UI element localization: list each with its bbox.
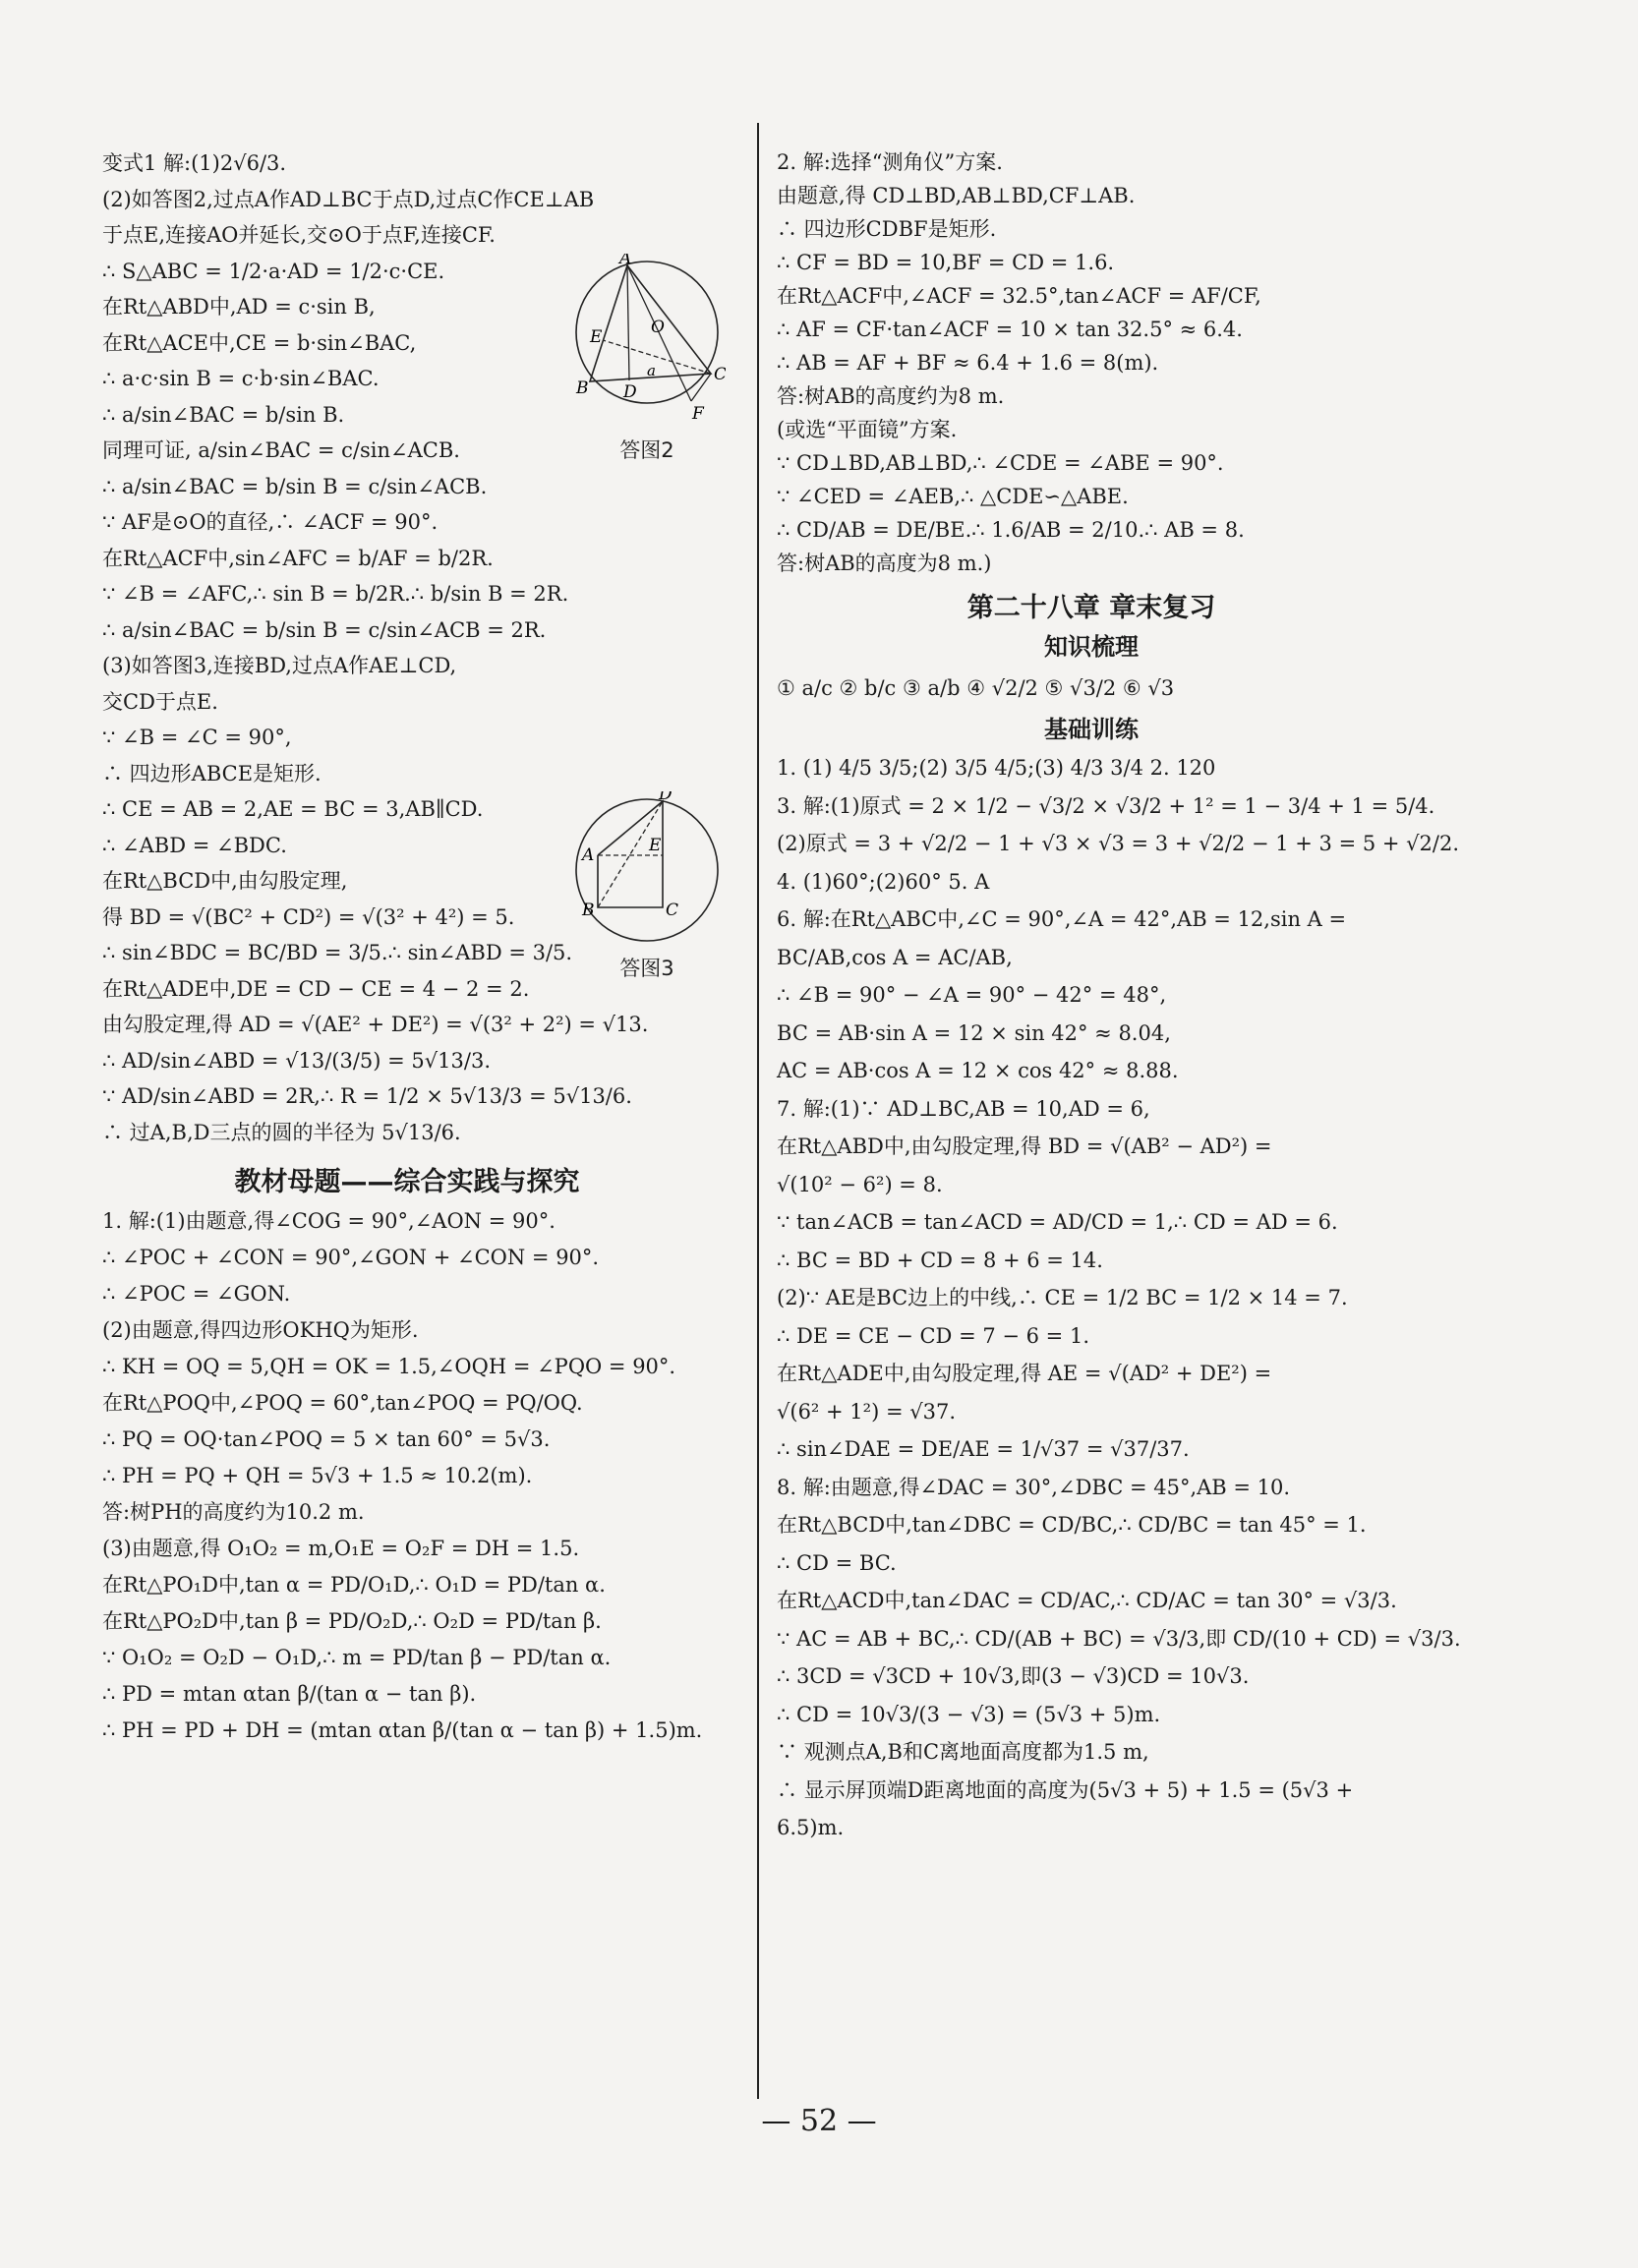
solution-line: AC = AB·cos A = 12 × cos 42° ≈ 8.88. bbox=[777, 1059, 1179, 1082]
svg-text:O: O bbox=[651, 318, 665, 337]
solution-line: ∵ ∠B = ∠AFC,∴ sin B = b/2R.∴ b/sin B = 2R. bbox=[102, 582, 569, 606]
solution-line: ∵ ∠B = ∠C = 90°, bbox=[102, 726, 292, 749]
solution-line: ∴ 3CD = √3CD + 10√3,即(3 − √3)CD = 10√3. bbox=[777, 1664, 1250, 1688]
solution-line: ∴ ∠POC = ∠GON. bbox=[102, 1282, 291, 1306]
solution-line: 答:树PH的高度约为10.2 m. bbox=[102, 1500, 365, 1524]
solution-line: √(10² − 6²) = 8. bbox=[777, 1172, 943, 1196]
solution-line: ∴ CF = BD = 10,BF = CD = 1.6. bbox=[777, 251, 1115, 274]
solution-line: BC/AB,cos A = AC/AB, bbox=[777, 945, 1013, 969]
column-divider bbox=[757, 123, 759, 2099]
solution-line: 在Rt△ABD中,由勾股定理,得 BD = √(AB² − AD²) = bbox=[777, 1134, 1272, 1158]
solution-line: ∵ tan∠ACB = tan∠ACD = AD/CD = 1,∴ CD = AD = 6. bbox=[777, 1210, 1338, 1234]
solution-line: 交CD于点E. bbox=[102, 689, 218, 714]
solution-line: ∴ S△ABC = 1/2·a·AD = 1/2·c·CE. bbox=[102, 259, 445, 283]
solution-line: 2. 解:选择“测角仪”方案. bbox=[777, 150, 1003, 174]
solution-line: ∵ O₁O₂ = O₂D − O₁D,∴ m = PD/tan β − PD/tan α. bbox=[102, 1646, 612, 1669]
solution-line: 在Rt△PO₁D中,tan α = PD/O₁D,∴ O₁D = PD/tan α. bbox=[102, 1573, 606, 1597]
svg-text:E: E bbox=[590, 327, 603, 347]
solution-line: 答:树AB的高度约为8 m. bbox=[777, 384, 1005, 408]
solution-line: 3. 解:(1)原式 = 2 × 1/2 − √3/2 × √3/2 + 1² = 1 − 3/4 + 1 = 5/4. bbox=[777, 793, 1435, 818]
subsection-title: 基础训练 bbox=[1044, 716, 1139, 743]
svg-text:a: a bbox=[647, 362, 656, 379]
svg-text:C: C bbox=[714, 365, 726, 384]
solution-line: ∴ PD = mtan αtan β/(tan α − tan β). bbox=[102, 1682, 477, 1706]
solution-line: 7. 解:(1)∵ AD⊥BC,AB = 10,AD = 6, bbox=[777, 1096, 1150, 1121]
solution-line: ∵ 观测点A,B和C离地面高度都为1.5 m, bbox=[777, 1740, 1149, 1764]
solution-line: ∴ ∠POC + ∠CON = 90°,∠GON + ∠CON = 90°. bbox=[102, 1246, 600, 1269]
solution-line: 在Rt△ACF中,sin∠AFC = b/AF = b/2R. bbox=[102, 546, 494, 570]
svg-text:B: B bbox=[576, 378, 589, 398]
svg-text:E: E bbox=[649, 836, 662, 855]
solution-line: ∵ ∠CED = ∠AEB,∴ △CDE∽△ABE. bbox=[777, 485, 1129, 508]
solution-line: ∴ a/sin∠BAC = b/sin B = c/sin∠ACB. bbox=[102, 474, 488, 498]
solution-line: ∴ ∠ABD = ∠BDC. bbox=[102, 833, 287, 857]
solution-line: ∴ AD/sin∠ABD = √13/(3/5) = 5√13/3. bbox=[102, 1048, 491, 1073]
solution-line: (或选“平面镜”方案. bbox=[777, 418, 958, 441]
solution-line: 在Rt△PO₂D中,tan β = PD/O₂D,∴ O₂D = PD/tan β. bbox=[102, 1609, 602, 1633]
solution-line: 由勾股定理,得 AD = √(AE² + DE²) = √(3² + 2²) = √13. bbox=[102, 1013, 649, 1036]
solution-line: ∴ DE = CE − CD = 7 − 6 = 1. bbox=[777, 1323, 1089, 1348]
svg-text:C: C bbox=[666, 901, 679, 920]
solution-line: 6.5)m. bbox=[777, 1816, 845, 1839]
solution-line: √(6² + 1²) = √37. bbox=[777, 1399, 956, 1424]
solution-line: ∴ PQ = OQ·tan∠POQ = 5 × tan 60° = 5√3. bbox=[102, 1427, 551, 1451]
svg-text:D: D bbox=[659, 791, 673, 804]
solution-line: (2)原式 = 3 + √2/2 − 1 + √3 × √3 = 3 + √2/2 − 1 + 3 = 5 + √2/2. bbox=[777, 832, 1460, 855]
figure-3-caption: 答图3 bbox=[619, 957, 674, 980]
solution-line: ∵ AD/sin∠ABD = 2R,∴ R = 1/2 × 5√13/3 = 5√13/6. bbox=[102, 1084, 632, 1108]
solution-line: 在Rt△ACF中,∠ACF = 32.5°,tan∠ACF = AF/CF, bbox=[777, 284, 1261, 308]
solution-line: 在Rt△ADE中,DE = CD − CE = 4 − 2 = 2. bbox=[102, 976, 530, 1001]
figure-3 bbox=[568, 791, 726, 982]
solution-line: 在Rt△POQ中,∠POQ = 60°,tan∠POQ = PQ/OQ. bbox=[102, 1391, 583, 1415]
svg-text:A: A bbox=[619, 254, 632, 268]
svg-text:D: D bbox=[623, 382, 637, 402]
solution-line: 1. 解:(1)由题意,得∠COG = 90°,∠AON = 90°. bbox=[102, 1209, 556, 1233]
solution-line: 于点E,连接AO并延长,交⊙O于点F,连接CF. bbox=[102, 223, 496, 247]
solution-line: ∴ CD = BC. bbox=[777, 1550, 897, 1575]
right-column bbox=[777, 145, 1461, 1847]
solution-line: (3)如答图3,连接BD,过点A作AE⊥CD, bbox=[102, 654, 457, 677]
solution-line: 在Rt△ACD中,tan∠DAC = CD/AC,∴ CD/AC = tan 30° = √3/3. bbox=[777, 1589, 1397, 1612]
solution-line: ∴ KH = OQ = 5,QH = OK = 1.5,∠OQH = ∠PQO = 90°. bbox=[102, 1355, 676, 1378]
solution-line: 在Rt△ACE中,CE = b·sin∠BAC, bbox=[102, 330, 417, 355]
solution-line: 8. 解:由题意,得∠DAC = 30°,∠DBC = 45°,AB = 10. bbox=[777, 1475, 1291, 1499]
solution-line: 4. (1)60°;(2)60° 5. A bbox=[777, 869, 990, 894]
solution-line: ∴ a/sin∠BAC = b/sin B. bbox=[102, 402, 345, 427]
circle-diagram-2 bbox=[568, 254, 726, 431]
solution-line: ∴ PH = PQ + QH = 5√3 + 1.5 ≈ 10.2(m). bbox=[102, 1464, 533, 1487]
solution-line: 同理可证, a/sin∠BAC = c/sin∠ACB. bbox=[102, 438, 460, 462]
solution-line: 得 BD = √(BC² + CD²) = √(3² + 4²) = 5. bbox=[102, 904, 515, 929]
solution-line: 由题意,得 CD⊥BD,AB⊥BD,CF⊥AB. bbox=[777, 184, 1136, 207]
solution-line: (3)由题意,得 O₁O₂ = m,O₁E = O₂F = DH = 1.5. bbox=[102, 1537, 580, 1560]
solution-line: 在Rt△ABD中,AD = c·sin B, bbox=[102, 295, 376, 319]
solution-line: (2)如答图2,过点A作AD⊥BC于点D,过点C作CE⊥AB bbox=[102, 187, 595, 211]
solution-line: 1. (1) 4/5 3/5;(2) 3/5 4/5;(3) 4/3 3/4 2. 120 bbox=[777, 756, 1216, 780]
solution-line: ∴ 过A,B,D三点的圆的半径为 5√13/6. bbox=[102, 1120, 461, 1144]
solution-line: (2)由题意,得四边形OKHQ为矩形. bbox=[102, 1318, 419, 1342]
solution-line: ∴ ∠B = 90° − ∠A = 90° − 42° = 48°, bbox=[777, 983, 1167, 1007]
solution-line: ∴ a·c·sin B = c·b·sin∠BAC. bbox=[102, 367, 380, 390]
solution-line: ∴ CD/AB = DE/BE.∴ 1.6/AB = 2/10.∴ AB = 8. bbox=[777, 518, 1245, 542]
solution-line: ∴ CE = AB = 2,AE = BC = 3,AB∥CD. bbox=[102, 797, 484, 821]
solution-line: 变式1 解:(1)2√6/3. bbox=[102, 151, 287, 175]
solution-line: ∴ BC = BD + CD = 8 + 6 = 14. bbox=[777, 1248, 1103, 1272]
section-title: 教材母题——综合实践与探究 bbox=[234, 1167, 580, 1197]
figure-2 bbox=[568, 254, 726, 464]
solution-line: 6. 解:在Rt△ABC中,∠C = 90°,∠A = 42°,AB = 12,sin A = bbox=[777, 907, 1347, 931]
svg-text:F: F bbox=[692, 404, 704, 424]
knowledge-answers: ① a/c ② b/c ③ a/b ④ √2/2 ⑤ √3/2 ⑥ √3 bbox=[777, 676, 1175, 700]
solution-line: ∴ sin∠DAE = DE/AE = 1/√37 = √37/37. bbox=[777, 1437, 1190, 1461]
solution-line: ∴ a/sin∠BAC = b/sin B = c/sin∠ACB = 2R. bbox=[102, 617, 547, 642]
solution-line: ∵ CD⊥BD,AB⊥BD,∴ ∠CDE = ∠ABE = 90°. bbox=[777, 451, 1224, 475]
svg-text:B: B bbox=[582, 901, 595, 920]
solution-line: ∴ PH = PD + DH = (mtan αtan β/(tan α − tan β) + 1.5)m. bbox=[102, 1718, 703, 1742]
solution-line: ∴ CD = 10√3/(3 − √3) = (5√3 + 5)m. bbox=[777, 1702, 1161, 1726]
page-number: — 52 — bbox=[761, 2104, 877, 2138]
solution-line: ∴ 四边形ABCE是矩形. bbox=[102, 761, 322, 785]
figure-2-caption: 答图2 bbox=[619, 438, 674, 462]
solution-line: 在Rt△BCD中,tan∠DBC = CD/BC,∴ CD/BC = tan 45° = 1. bbox=[777, 1513, 1367, 1537]
solution-line: (2)∵ AE是BC边上的中线,∴ CE = 1/2 BC = 1/2 × 14 = 7. bbox=[777, 1286, 1348, 1309]
solution-line: 答:树AB的高度为8 m.) bbox=[777, 552, 992, 575]
solution-line: ∵ AF是⊙O的直径,∴ ∠ACF = 90°. bbox=[102, 510, 439, 534]
solution-line: 在Rt△BCD中,由勾股定理, bbox=[102, 869, 348, 893]
solution-line: ∴ AB = AF + BF ≈ 6.4 + 1.6 = 8(m). bbox=[777, 351, 1159, 375]
solution-line: ∴ 四边形CDBF是矩形. bbox=[777, 217, 997, 241]
chapter-title: 第二十八章 章末复习 bbox=[966, 593, 1216, 623]
solution-line: ∴ sin∠BDC = BC/BD = 3/5.∴ sin∠ABD = 3/5. bbox=[102, 941, 573, 964]
svg-text:A: A bbox=[582, 845, 595, 865]
circle-diagram-3 bbox=[568, 791, 726, 949]
solution-line: ∵ AC = AB + BC,∴ CD/(AB + BC) = √3/3,即 CD/(10 + CD) = √3/3. bbox=[777, 1626, 1461, 1651]
solution-line: ∴ 显示屏顶端D距离地面的高度为(5√3 + 5) + 1.5 = (5√3 + bbox=[777, 1777, 1354, 1802]
solution-line: 在Rt△ADE中,由勾股定理,得 AE = √(AD² + DE²) = bbox=[777, 1362, 1272, 1385]
subsection-title: 知识梳理 bbox=[1044, 633, 1139, 661]
solution-line: BC = AB·sin A = 12 × sin 42° ≈ 8.04, bbox=[777, 1020, 1171, 1045]
solution-line: ∴ AF = CF·tan∠ACF = 10 × tan 32.5° ≈ 6.4. bbox=[777, 318, 1243, 341]
